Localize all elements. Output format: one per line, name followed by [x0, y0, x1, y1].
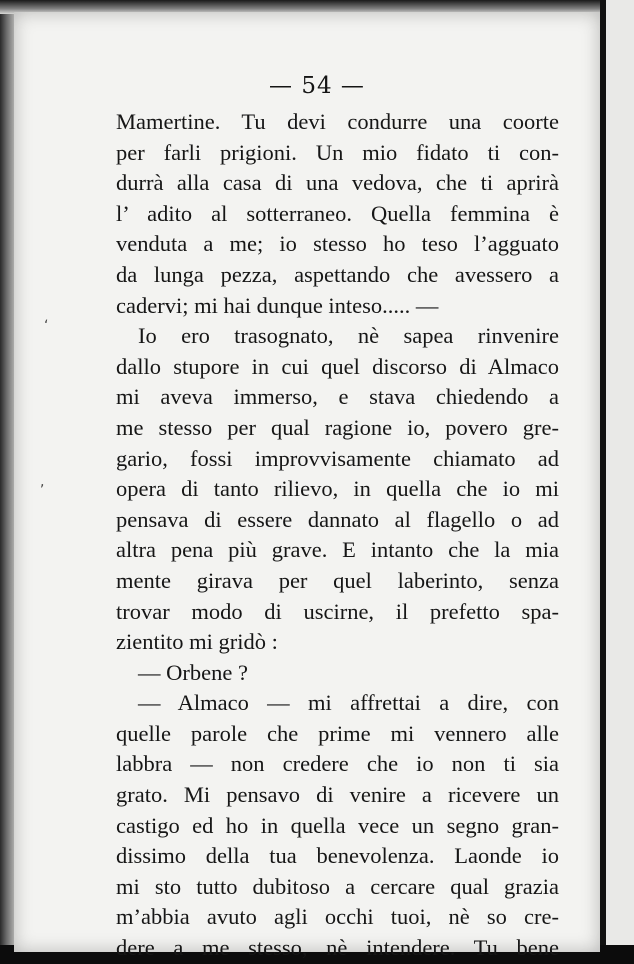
- adjacent-page-strip: [600, 0, 634, 945]
- text-line: trovar modo di uscirne, il prefetto spa-: [116, 598, 559, 624]
- text-line: quelle parole che prime mi vennero alle: [116, 720, 559, 746]
- text-line: m’abbia avuto agli occhi tuoi, nè so cre-: [116, 904, 559, 930]
- text-line: — Almaco — mi affrettai a dire, con: [138, 690, 559, 716]
- body-text: [116, 107, 559, 964]
- text-line: cadervi; mi hai dunque inteso..... —: [116, 292, 439, 318]
- margin-mark: ,: [40, 474, 45, 490]
- text-line: l’ adito al sotterraneo. Quella femmina è: [116, 200, 559, 226]
- text-line: dere a me stesso, nè intendere. Tu bene: [116, 935, 559, 961]
- text-line: dissimo della tua benevolenza. Laonde io: [116, 843, 559, 869]
- text-line: Mamertine. Tu devi condurre una coorte: [116, 109, 559, 134]
- text-line: mi sto tutto dubitoso a cercare qual grazia: [116, 873, 559, 899]
- text-line: da lunga pezza, aspettando che avessero a: [116, 261, 559, 287]
- page-number: — 54 —: [269, 73, 365, 99]
- text-line: venduta a me; io stesso ho teso l’agguato: [116, 231, 559, 257]
- text-line: dallo stupore in cui quel discorso di Almaco: [116, 353, 559, 379]
- text-line: altra pena più grave. E intanto che la mia: [116, 537, 559, 563]
- text-line: mi aveva immerso, e stava chiedendo a: [116, 384, 559, 410]
- text-line: me stesso per qual ragione io, povero gre-: [116, 414, 559, 440]
- text-line: zientito mi gridò :: [116, 629, 278, 655]
- book-gutter: [600, 0, 606, 945]
- text-line: per farli prigioni. Un mio fidato ti con-: [116, 139, 559, 165]
- text-line: mente girava per quel laberinto, senza: [116, 567, 559, 593]
- text-line: castigo ed ho in quella vece un segno gran-: [116, 812, 559, 838]
- text-line: labbra — non credere che io non ti sia: [116, 751, 559, 777]
- text-line: — Orbene ?: [138, 659, 248, 685]
- text-line: opera di tanto rilievo, in quella che io mi: [116, 476, 559, 502]
- text-line: Io ero trasognato, nè sapea rinvenire: [138, 323, 559, 349]
- text-line: grato. Mi pensavo di venire a ricevere un: [116, 782, 559, 808]
- margin-mark: ‘: [44, 318, 49, 334]
- text-line: durrà alla casa di una vedova, che ti aprirà: [116, 170, 559, 196]
- text-line: gario, fossi improvvisamente chiamato ad: [116, 445, 559, 471]
- text-line: pensava di essere dannato al flagello o ad: [116, 506, 559, 532]
